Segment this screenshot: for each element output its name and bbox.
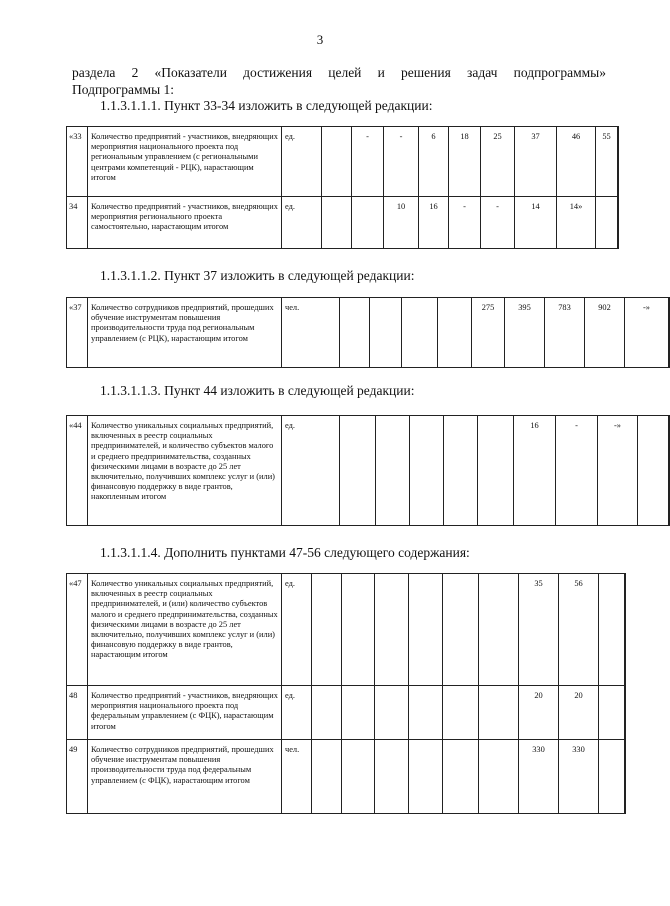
row-number-cell: «47 — [67, 574, 88, 686]
indicator-name-cell: Количество предприятий - участников, внедряющих мероприятия национального проекта под федеральным управлением (с ФЦК), нарастающим итогом — [88, 686, 282, 740]
value-cell — [312, 574, 342, 686]
table-row — [67, 740, 626, 814]
value-cell — [599, 686, 625, 740]
row-number-cell: «37 — [67, 298, 88, 368]
value-cell — [402, 298, 438, 368]
value-cell: 20 — [519, 686, 559, 740]
value-cell — [409, 740, 443, 814]
value-cell — [438, 298, 472, 368]
value-cell — [312, 740, 342, 814]
value-cell — [625, 574, 626, 686]
value-cell — [599, 574, 625, 686]
row-number-cell: 34 — [67, 197, 88, 249]
value-cell — [625, 740, 626, 814]
value-cell: 46 — [557, 127, 596, 197]
value-cell — [479, 574, 519, 686]
value-cell: 6 — [419, 127, 449, 197]
table-items-33-34 — [66, 126, 619, 249]
value-cell — [375, 574, 409, 686]
unit-cell: чел. — [282, 298, 340, 368]
value-cell: 10 — [384, 197, 419, 249]
indicator-name-cell: Количество предприятий - участников, внедряющих мероприятия национального проекта под региональным управлением (с региональными центрами компетенций - РЦК), нарастающим итогом — [88, 127, 282, 197]
table-row — [67, 298, 670, 368]
value-cell — [409, 686, 443, 740]
value-cell: 20 — [559, 686, 599, 740]
value-cell: -» — [625, 298, 669, 368]
indicator-name-cell: Количество сотрудников предприятий, прошедших обучение инструментам повышения производительности труда под федеральным управлением (с ФЦК), нарастающим итогом — [88, 740, 282, 814]
table-item-44 — [66, 415, 670, 526]
value-cell — [599, 740, 625, 814]
value-cell: 395 — [505, 298, 545, 368]
value-cell — [312, 686, 342, 740]
table-row — [67, 127, 619, 197]
table-row — [67, 686, 626, 740]
table-row — [67, 574, 626, 686]
table-items-47-49 — [66, 573, 626, 814]
value-cell: 16 — [514, 416, 556, 526]
value-cell — [342, 574, 375, 686]
value-cell: 330 — [559, 740, 599, 814]
row-number-cell: 48 — [67, 686, 88, 740]
value-cell — [342, 740, 375, 814]
value-cell: -» — [598, 416, 638, 526]
value-cell: 56 — [559, 574, 599, 686]
value-cell: - — [449, 197, 481, 249]
intro-line-1: раздела 2 «Показатели достижения целей и решения задач подпрограммы» — [72, 65, 606, 80]
value-cell — [322, 197, 352, 249]
table-body — [67, 416, 670, 526]
indicator-name-cell: Количество уникальных социальных предприятий, включенных в реестр социальных предпринимателей, и (или) количество субъектов малого и среднего предпринимательства, созданных физическими лицами в возрасте до 25 лет включительно, получивших комплекс услуг и (или) финансовую поддержку в виде грантов, нарастающим итогом — [88, 574, 282, 686]
value-cell: 330 — [519, 740, 559, 814]
table-body — [67, 127, 619, 249]
unit-cell: чел. — [282, 740, 312, 814]
row-number-cell: 49 — [67, 740, 88, 814]
value-cell — [370, 298, 402, 368]
value-cell — [410, 416, 444, 526]
value-cell — [376, 416, 410, 526]
section-heading-3: 1.1.3.1.1.3. Пункт 44 изложить в следующей редакции: — [100, 383, 415, 398]
value-cell: 14» — [557, 197, 596, 249]
value-cell: - — [481, 197, 515, 249]
table-row — [67, 416, 670, 526]
value-cell — [443, 574, 479, 686]
value-cell — [375, 686, 409, 740]
value-cell — [375, 740, 409, 814]
value-cell — [443, 740, 479, 814]
value-cell: 37 — [515, 127, 557, 197]
value-cell: 902 — [585, 298, 625, 368]
value-cell: 55 — [596, 127, 618, 197]
unit-cell: ед. — [282, 197, 322, 249]
intro-line-2: Подпрограммы 1: — [72, 82, 175, 97]
value-cell: 783 — [545, 298, 585, 368]
value-cell: - — [556, 416, 598, 526]
value-cell: 14 — [515, 197, 557, 249]
page-number: 3 — [316, 32, 324, 47]
value-cell — [479, 686, 519, 740]
value-cell — [340, 298, 370, 368]
value-cell — [618, 127, 619, 197]
value-cell — [618, 197, 619, 249]
value-cell — [669, 298, 670, 368]
table-item-37 — [66, 297, 670, 368]
row-number-cell: «33 — [67, 127, 88, 197]
value-cell — [340, 416, 376, 526]
section-heading-4: 1.1.3.1.1.4. Дополнить пунктами 47-56 следующего содержания: — [100, 545, 470, 560]
value-cell — [352, 197, 384, 249]
value-cell — [638, 416, 669, 526]
unit-cell: ед. — [282, 127, 322, 197]
value-cell — [669, 416, 670, 526]
value-cell — [596, 197, 618, 249]
value-cell — [625, 686, 626, 740]
unit-cell: ед. — [282, 686, 312, 740]
table-body — [67, 298, 670, 368]
row-number-cell: «44 — [67, 416, 88, 526]
value-cell — [479, 740, 519, 814]
indicator-name-cell: Количество предприятий - участников, внедряющих мероприятия регионального проекта самостоятельно, нарастающим итогом — [88, 197, 282, 249]
section-heading-1: 1.1.3.1.1.1. Пункт 33-34 изложить в следующей редакции: — [100, 98, 433, 113]
section-heading-2: 1.1.3.1.1.2. Пункт 37 изложить в следующей редакции: — [100, 268, 415, 283]
value-cell — [322, 127, 352, 197]
value-cell: - — [352, 127, 384, 197]
value-cell: 25 — [481, 127, 515, 197]
intro-text — [72, 64, 606, 98]
value-cell — [444, 416, 478, 526]
value-cell: 16 — [419, 197, 449, 249]
value-cell: - — [384, 127, 419, 197]
unit-cell: ед. — [282, 416, 340, 526]
value-cell — [409, 574, 443, 686]
value-cell — [478, 416, 514, 526]
value-cell — [342, 686, 375, 740]
value-cell: 18 — [449, 127, 481, 197]
table-body — [67, 574, 626, 814]
value-cell — [443, 686, 479, 740]
unit-cell: ед. — [282, 574, 312, 686]
value-cell: 275 — [472, 298, 505, 368]
indicator-name-cell: Количество уникальных социальных предприятий, включенных в реестр социальных предпринимателей, и количество субъектов малого и среднего предпринимательства, созданных физическими лицами в возрасте до 25 лет включительно, получивших комплекс услуг и (или) финансовую поддержку в виде грантов, накопленным итогом — [88, 416, 282, 526]
indicator-name-cell: Количество сотрудников предприятий, прошедших обучение инструментам повышения производительности труда под региональным управлением (с РЦК), нарастающим итогом — [88, 298, 282, 368]
table-row — [67, 197, 619, 249]
value-cell: 35 — [519, 574, 559, 686]
